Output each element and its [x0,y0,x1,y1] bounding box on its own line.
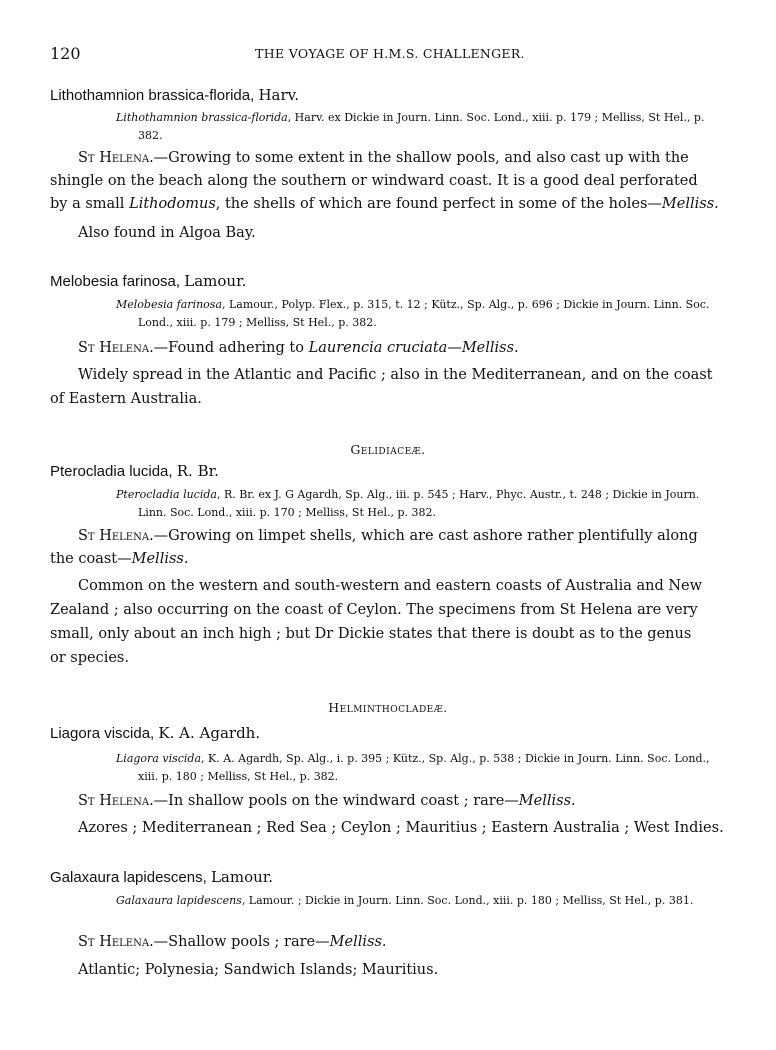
running-header [50,44,730,66]
species-author: K. A. Agardh. [158,724,261,742]
page-number: 120 [50,44,81,63]
species-reference [116,296,728,332]
text-line: St Helena.—Found adhering to Laurencia cruciata—Melliss. [78,340,519,356]
species-name: Liagora viscida, [50,725,155,742]
species-author: Harv. [258,86,300,104]
text-line: Common on the western and south-western and eastern coasts of Australia and New [78,578,703,594]
text-line: Azores ; Mediterranean ; Red Sea ; Ceylon ; Mauritius ; Eastern Australia ; West Indies. [78,820,724,836]
text-line: of Eastern Australia. [50,391,202,407]
locality: St Helena [78,934,150,950]
reference-text: , K. A. Agardh, Sp. Alg., i. p. 395 ; Kütz., Sp. Alg., p. 538 ; Dickie in Journ. Linn. Soc. Lond., xiii. p. 180 ; Melliss, St Hel., p. 382. [138,752,710,783]
species-title [50,462,219,480]
locality: St Helena [78,150,150,166]
reference-text: , R. Br. ex J. G Agardh, Sp. Alg., iii. p. 545 ; Harv., Phyc. Austr., t. 248 ; Dickie in Journ. Linn. Soc. Lond., xiii. p. 170 ; Melliss, St Hel., p. 382. [138,488,700,519]
section-heading: Helminthocladeæ. [328,700,448,715]
reference-name: Lithothamnion brassica-florida [116,111,288,124]
text-line: small, only about an inch high ; but Dr Dickie states that there is doubt as to the genus [50,626,692,642]
species-title [50,868,273,886]
text-line: or species. [50,650,129,666]
running-title: THE VOYAGE OF H.M.S. CHALLENGER. [255,46,525,61]
reference-text: , Harv. ex Dickie in Journ. Linn. Soc. Lond., xiii. p. 179 ; Melliss, St Hel., p. 382. [138,111,705,142]
species-reference [116,750,728,786]
species-title [50,272,246,290]
text-line: St Helena.—In shallow pools on the windward coast ; rare—Melliss. [78,793,576,809]
reference-name: Melobesia farinosa [116,298,222,311]
text-line: by a small Lithodomus, the shells of which are found perfect in some of the holes—Melliss. [50,196,719,212]
species-name: Lithothamnion brassica-florida, [50,87,255,104]
text-line: the coast—Melliss. [50,551,189,567]
reference-text: , Lamour., Polyp. Flex., p. 315, t. 12 ; Kütz., Sp. Alg., p. 696 ; Dickie in Journ. Linn. Soc. Lond., xiii. p. 179 ; Melliss, St Hel., p. 382. [138,298,710,329]
species-author: Lamour. [210,868,274,886]
locality: St Helena [78,528,150,544]
species-name: Galaxaura lapidescens, [50,869,207,886]
text-line: St Helena.—Growing on limpet shells, which are cast ashore rather plentifully along [78,528,698,544]
text-line: Also found in Algoa Bay. [78,225,256,241]
species-title [50,724,260,742]
locality: St Helena [78,340,150,356]
species-name: Melobesia farinosa, [50,273,181,290]
species-author: Lamour. [184,272,247,290]
text-line: Widely spread in the Atlantic and Pacific ; also in the Mediterranean, and on the coast [78,367,713,383]
species-reference [116,892,728,910]
species-reference [116,109,728,145]
locality: St Helena [78,793,150,809]
reference-name: Liagora viscida [116,752,202,765]
species-reference [116,486,728,522]
species-name: Pterocladia lucida, [50,463,173,480]
text-line: Atlantic; Polynesia; Sandwich Islands; Mauritius. [78,962,439,978]
text-line: Zealand ; also occurring on the coast of Ceylon. The specimens from St Helena are very [50,602,698,618]
species-title [50,86,299,104]
text-line: St Helena.—Shallow pools ; rare—Melliss. [78,934,387,950]
section-heading: Gelidiaceæ. [350,442,426,457]
reference-name: Pterocladia lucida [116,488,217,501]
text-line: shingle on the beach along the southern or windward coast. It is a good deal perforated [50,173,698,189]
text-line: St Helena.—Growing to some extent in the shallow pools, and also cast up with the [78,150,689,166]
species-author: R. Br. [176,462,219,480]
reference-name: Galaxaura lapidescens [116,894,242,907]
reference-text: , Lamour. ; Dickie in Journ. Linn. Soc. Lond., xiii. p. 180 ; Melliss, St Hel., p. 381. [241,894,694,907]
